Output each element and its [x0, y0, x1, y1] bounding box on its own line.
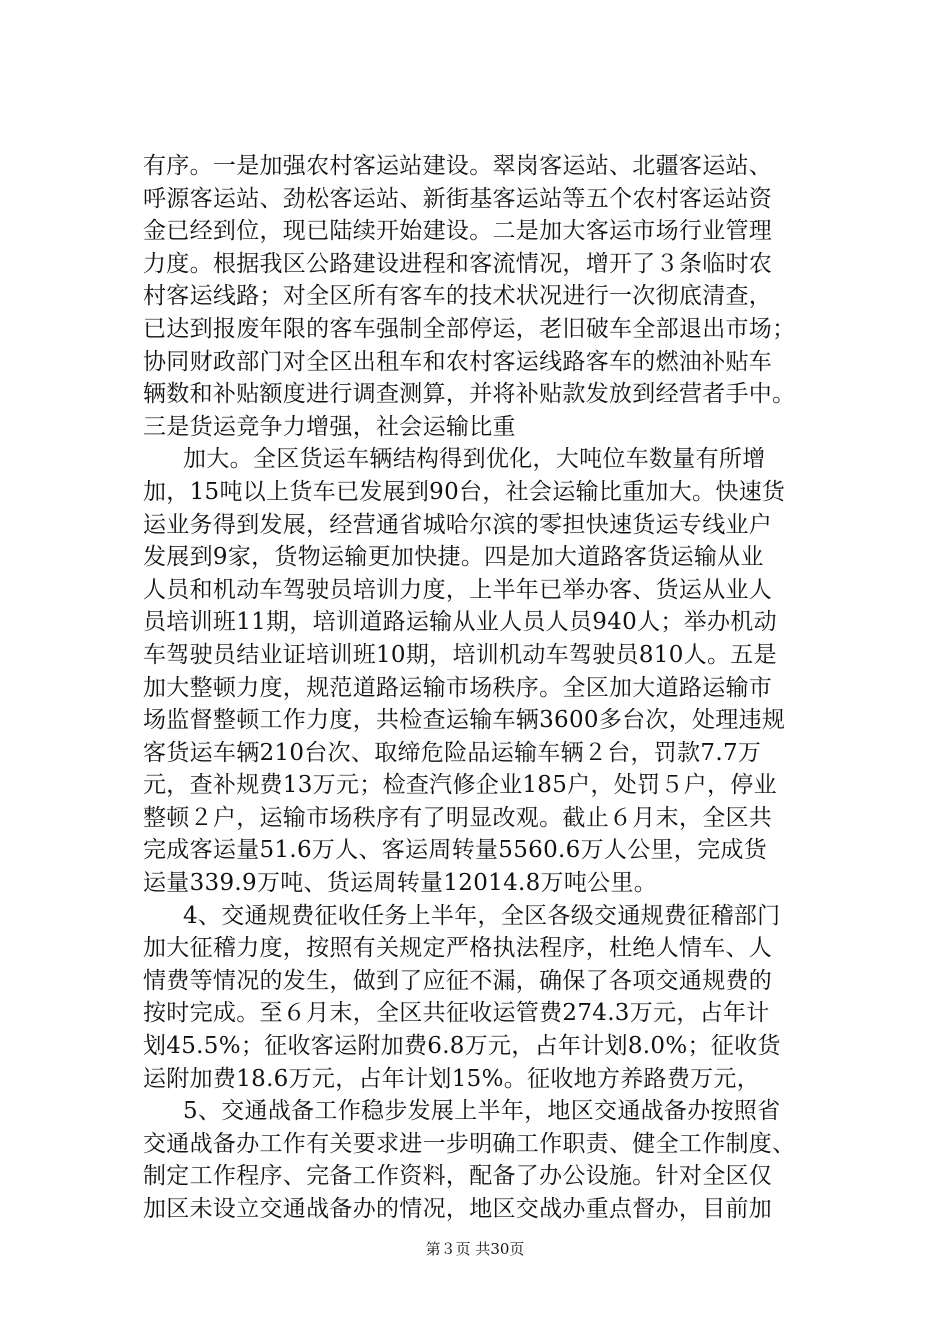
- text-line: 力度。根据我区公路建设进程和客流情况，增开了３条临时农: [143, 250, 773, 277]
- text-line: 元，查补规费13万元；检查汽修企业185户，处罚５户，停业: [143, 772, 777, 799]
- body-text: [143, 150, 863, 1226]
- text-line: 整顿２户，运输市场秩序有了明显改观。截止６月末，全区共: [143, 804, 773, 831]
- text-line: 已达到报废年限的客车强制全部停运，老旧破车全部退出市场；: [143, 315, 796, 342]
- paragraph-start-line: 加大。全区货运车辆结构得到优化，大吨位车数量有所增: [183, 446, 766, 473]
- text-line: 发展到9家，货物运输更加快捷。四是加大道路客货运输从业: [143, 544, 764, 571]
- text-line: 完成客运量51.6万人、客运周转量5560.6万人公里，完成货: [143, 837, 767, 864]
- text-line: 加区未设立交通战备办的情况，地区交战办重点督办，目前加: [143, 1196, 773, 1222]
- text-line: 按时完成。至６月末，全区共征收运管费274.3万元，占年计: [143, 1000, 770, 1027]
- text-line: 三是货运竞争力增强，社会运输比重: [143, 413, 516, 440]
- text-line: 车驾驶员结业证培训班10期，培训机动车驾驶员810人。五是: [143, 641, 777, 668]
- text-line: 运业务得到发展，经营通省城哈尔滨的零担快速货运专线业户: [143, 511, 773, 538]
- text-line: 加大征稽力度，按照有关规定严格执法程序，杜绝人情车、人: [143, 935, 773, 962]
- text-line: 运量339.9万吨、货运周转量12014.8万吨公里。: [143, 870, 658, 897]
- paragraph-start-line: 4、交通规费征收任务上半年，全区各级交通规费征稽部门: [183, 902, 781, 929]
- text-line: 情费等情况的发生，做到了应征不漏，确保了各项交通规费的: [143, 967, 773, 994]
- text-line: 客货运车辆210台次、取缔危险品运输车辆２台，罚款7.7万: [143, 739, 762, 766]
- text-line: 员培训班11期，培训道路运输从业人员人员940人；举办机动: [143, 609, 777, 636]
- text-line: 加，15吨以上货车已发展到90台，社会运输比重加大。快速货: [143, 478, 786, 505]
- text-line: 加大整顿力度，规范道路运输市场秩序。全区加大道路运输市: [143, 674, 773, 701]
- text-line: 制定工作程序、完备工作资料，配备了办公设施。针对全区仅: [143, 1163, 773, 1190]
- paragraph-start-line: 5、交通战备工作稳步发展上半年，地区交通战备办按照省: [183, 1098, 781, 1125]
- text-line: 场监督整顿工作力度，共检查运输车辆3600多台次，处理违规: [143, 707, 786, 734]
- text-line: 人员和机动车驾驶员培训力度，上半年已举办客、货运从业人: [143, 576, 773, 603]
- text-line: 划45.5%；征收客运附加费6.8万元，占年计划8.0%；征收货: [143, 1033, 781, 1060]
- text-line: 金已经到位，现已陆续开始建设。二是加大客运市场行业管理: [143, 218, 773, 245]
- text-line: 辆数和补贴额度进行调查测算，并将补贴款发放到经营者手中。: [143, 381, 796, 408]
- page-footer: 第３页 共30页: [425, 1240, 525, 1258]
- text-line: 交通战备办工作有关要求进一步明确工作职责、健全工作制度、: [143, 1130, 796, 1157]
- text-line: 协同财政部门对全区出租车和农村客运线路客车的燃油补贴车: [143, 348, 773, 375]
- text-line: 运附加费18.6万元，占年计划15%。征收地方养路费万元，: [143, 1065, 761, 1092]
- text-line: 有序。一是加强农村客运站建设。翠岗客运站、北疆客运站、: [143, 153, 773, 179]
- text-line: 呼源客运站、劲松客运站、新街基客运站等五个农村客运站资: [143, 185, 773, 212]
- text-line: 村客运线路；对全区所有客车的技术状况进行一次彻底清查，: [143, 283, 773, 310]
